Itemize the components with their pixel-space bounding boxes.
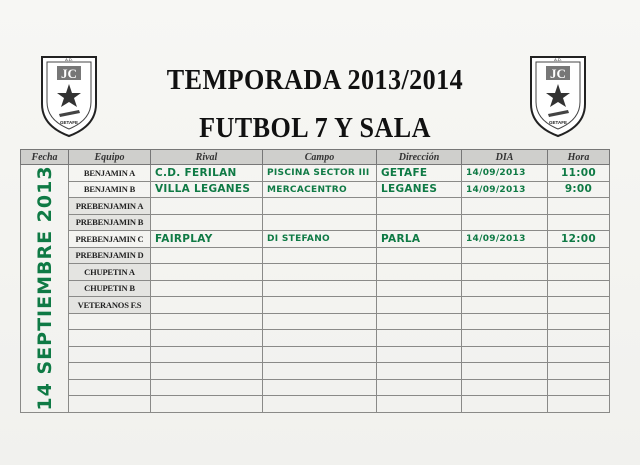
equipo-cell: PREBENJAMIN D <box>69 247 151 264</box>
direccion-value <box>377 216 381 228</box>
dia-cell <box>462 247 548 264</box>
dia-value <box>462 218 466 228</box>
table-row <box>21 214 610 231</box>
dia-cell <box>462 379 548 396</box>
rival-value: FAIRPLAY <box>155 232 213 245</box>
rival-value <box>151 365 155 377</box>
hora-cell <box>548 363 610 380</box>
equipo-cell: BENJAMIN A <box>69 165 151 182</box>
hora-cell <box>548 396 610 413</box>
equipo-cell <box>69 379 151 396</box>
table-header-row <box>21 150 610 165</box>
campo-cell <box>263 247 377 264</box>
hora-cell <box>548 280 610 297</box>
equipo-cell: CHUPETIN B <box>69 280 151 297</box>
rival-cell <box>151 181 263 198</box>
fecha-cell <box>21 165 69 413</box>
direccion-value <box>377 282 381 294</box>
campo-value: MERCACENTRO <box>267 184 347 195</box>
direccion-cell <box>377 231 462 248</box>
table-row <box>21 363 610 380</box>
dia-cell <box>462 214 548 231</box>
equipo-cell <box>69 396 151 413</box>
campo-value <box>263 399 267 409</box>
dia-value <box>462 383 466 393</box>
direccion-cell <box>377 181 462 198</box>
direccion-value <box>377 365 381 377</box>
dia-value <box>462 317 466 327</box>
dia-value <box>462 333 466 343</box>
dia-cell <box>462 264 548 281</box>
equipo-cell <box>69 313 151 330</box>
campo-cell <box>263 214 377 231</box>
direccion-cell <box>377 247 462 264</box>
table-row <box>21 247 610 264</box>
rival-cell <box>151 231 263 248</box>
table-row <box>21 346 610 363</box>
dia-cell <box>462 198 548 215</box>
hora-cell <box>548 198 610 215</box>
campo-value <box>263 366 267 376</box>
direccion-cell <box>377 379 462 396</box>
equipo-cell: PREBENJAMIN B <box>69 214 151 231</box>
direccion-value <box>377 315 381 327</box>
column-header-campo: Campo <box>263 150 377 165</box>
dia-value <box>462 350 466 360</box>
campo-cell <box>263 379 377 396</box>
campo-value: PISCINA SECTOR III <box>267 168 370 179</box>
hora-cell <box>548 346 610 363</box>
dia-cell <box>462 313 548 330</box>
direccion-value <box>377 299 381 311</box>
dia-value <box>462 251 466 261</box>
club-crest-left <box>39 52 99 138</box>
schedule-table <box>20 149 610 413</box>
rival-value <box>151 315 155 327</box>
rival-cell <box>151 346 263 363</box>
campo-cell <box>263 330 377 347</box>
table-row <box>21 379 610 396</box>
hora-cell <box>548 214 610 231</box>
direccion-value: GETAFE <box>381 166 428 179</box>
rival-cell <box>151 379 263 396</box>
fecha-handwritten-date: 14 SEPTIEMBRE 2013 <box>33 165 56 411</box>
rival-cell <box>151 297 263 314</box>
table-row <box>21 396 610 413</box>
table-body <box>21 165 610 413</box>
dia-cell <box>462 363 548 380</box>
campo-value <box>263 317 267 327</box>
rival-value <box>151 200 155 212</box>
crest-bottom-word: GETAFE <box>549 120 567 125</box>
campo-value <box>263 218 267 228</box>
rival-cell <box>151 330 263 347</box>
rival-cell <box>151 165 263 182</box>
campo-value <box>263 300 267 310</box>
rival-value <box>151 348 155 360</box>
page-subtitle: FUTBOL 7 Y SALA <box>199 112 431 144</box>
dia-value: 14/09/2013 <box>466 234 526 245</box>
rival-cell <box>151 396 263 413</box>
hora-cell <box>548 165 610 182</box>
table-row <box>21 330 610 347</box>
table-row <box>21 313 610 330</box>
direccion-cell <box>377 313 462 330</box>
dia-cell <box>462 330 548 347</box>
column-header-hora: Hora <box>548 150 610 165</box>
campo-value <box>263 284 267 294</box>
rival-cell <box>151 247 263 264</box>
dia-cell <box>462 231 548 248</box>
dia-cell <box>462 280 548 297</box>
direccion-cell <box>377 346 462 363</box>
dia-value: 14/09/2013 <box>466 184 526 195</box>
campo-value <box>263 267 267 277</box>
direccion-value <box>377 332 381 344</box>
rival-value <box>151 398 155 410</box>
crest-club-top: A.D. <box>554 57 562 62</box>
equipo-cell: VETERANOS F.S <box>69 297 151 314</box>
rival-cell <box>151 214 263 231</box>
table-row <box>21 165 610 182</box>
campo-value <box>263 383 267 393</box>
direccion-value <box>377 348 381 360</box>
hora-value: 12:00 <box>561 232 596 245</box>
dia-value <box>462 284 466 294</box>
direccion-value: LEGANES <box>381 183 438 196</box>
table-row <box>21 264 610 281</box>
rival-value: VILLA LEGANES <box>155 183 251 196</box>
rival-value <box>151 332 155 344</box>
direccion-value <box>377 398 381 410</box>
direccion-cell <box>377 330 462 347</box>
table-row <box>21 198 610 215</box>
dia-cell <box>462 396 548 413</box>
equipo-cell: PREBENJAMIN A <box>69 198 151 215</box>
crest-bottom-word: GETAFE <box>60 120 78 125</box>
rival-cell <box>151 363 263 380</box>
rival-cell <box>151 198 263 215</box>
hora-cell <box>548 181 610 198</box>
hora-cell <box>548 379 610 396</box>
campo-value: DI STEFANO <box>267 234 330 245</box>
hora-cell <box>548 231 610 248</box>
campo-cell <box>263 346 377 363</box>
hora-cell <box>548 313 610 330</box>
rival-value <box>151 216 155 228</box>
dia-cell <box>462 297 548 314</box>
hora-cell <box>548 297 610 314</box>
direccion-cell <box>377 165 462 182</box>
campo-cell <box>263 280 377 297</box>
direccion-cell <box>377 363 462 380</box>
column-header-rival: Rival <box>151 150 263 165</box>
column-header-direccion: Dirección <box>377 150 462 165</box>
direccion-value: PARLA <box>381 232 421 245</box>
direccion-cell <box>377 280 462 297</box>
dia-cell <box>462 346 548 363</box>
crest-initials: JC <box>61 66 77 81</box>
campo-value <box>263 201 267 211</box>
direccion-value <box>377 200 381 212</box>
rival-value: C.D. FERILAN <box>155 166 237 179</box>
club-crest-right <box>528 52 588 138</box>
campo-cell <box>263 165 377 182</box>
table-row <box>21 280 610 297</box>
dia-value: 14/09/2013 <box>466 168 526 179</box>
rival-value <box>151 381 155 393</box>
direccion-cell <box>377 214 462 231</box>
dia-value <box>462 267 466 277</box>
rival-value <box>151 249 155 261</box>
campo-cell <box>263 396 377 413</box>
rival-value <box>151 282 155 294</box>
page-title: TEMPORADA 2013/2014 <box>166 64 464 96</box>
campo-cell <box>263 198 377 215</box>
crest-shield-icon <box>39 52 99 138</box>
campo-cell <box>263 363 377 380</box>
hora-value: 11:00 <box>561 166 596 179</box>
hora-cell <box>548 247 610 264</box>
direccion-value <box>377 381 381 393</box>
column-header-equipo: Equipo <box>69 150 151 165</box>
equipo-cell: BENJAMIN B <box>69 181 151 198</box>
dia-value <box>462 399 466 409</box>
rival-cell <box>151 264 263 281</box>
campo-cell <box>263 313 377 330</box>
equipo-cell <box>69 346 151 363</box>
campo-cell <box>263 264 377 281</box>
equipo-cell <box>69 363 151 380</box>
column-header-fecha: Fecha <box>21 150 69 165</box>
equipo-cell: PREBENJAMIN C <box>69 231 151 248</box>
equipo-cell: CHUPETIN A <box>69 264 151 281</box>
table-row <box>21 297 610 314</box>
direccion-cell <box>377 396 462 413</box>
crest-shield-icon <box>528 52 588 138</box>
hora-cell <box>548 330 610 347</box>
equipo-cell <box>69 330 151 347</box>
campo-cell <box>263 297 377 314</box>
dia-value <box>462 300 466 310</box>
direccion-cell <box>377 264 462 281</box>
dia-cell <box>462 165 548 182</box>
campo-cell <box>263 231 377 248</box>
hora-cell <box>548 264 610 281</box>
dia-value <box>462 201 466 211</box>
campo-value <box>263 251 267 261</box>
table-row <box>21 231 610 248</box>
campo-value <box>263 333 267 343</box>
crest-initials: JC <box>550 66 566 81</box>
campo-cell <box>263 181 377 198</box>
hora-value: 9:00 <box>564 183 593 196</box>
direccion-cell <box>377 198 462 215</box>
column-header-dia: DIA <box>462 150 548 165</box>
crest-club-top: A.D. <box>65 57 73 62</box>
rival-cell <box>151 313 263 330</box>
dia-cell <box>462 181 548 198</box>
campo-value <box>263 350 267 360</box>
table-row <box>21 181 610 198</box>
direccion-cell <box>377 297 462 314</box>
rival-value <box>151 266 155 278</box>
dia-value <box>462 366 466 376</box>
direccion-value <box>377 266 381 278</box>
rival-value <box>151 299 155 311</box>
rival-cell <box>151 280 263 297</box>
direccion-value <box>377 249 381 261</box>
